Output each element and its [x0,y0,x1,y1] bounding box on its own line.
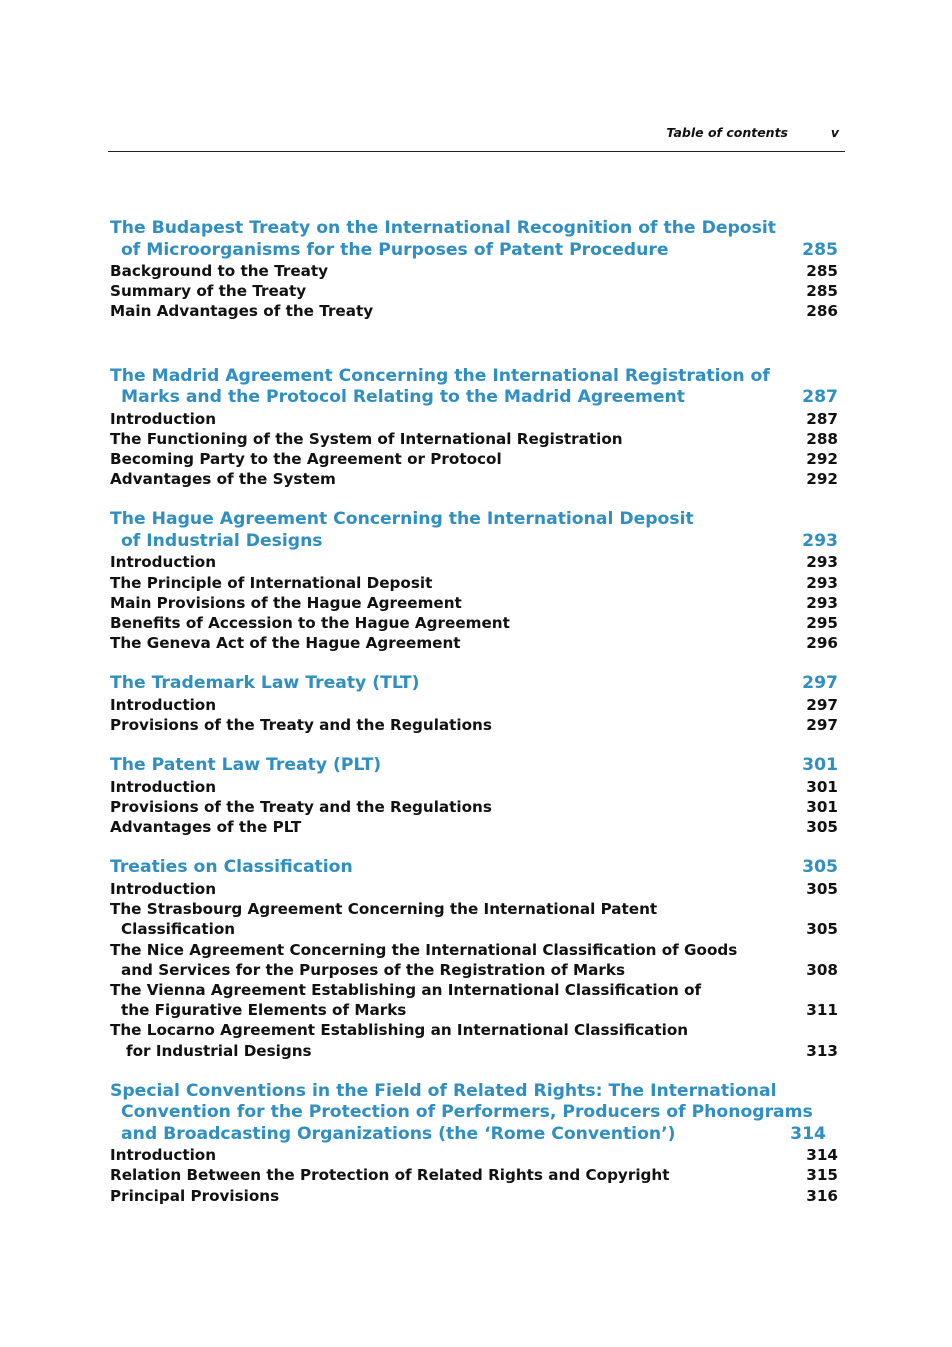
toc-entry-page: 301 [806,798,838,817]
toc-entry-page: 296 [806,634,838,653]
toc-entry[interactable] [110,899,840,939]
toc-entry-label: The Functioning of the System of International Registration [110,429,623,448]
table-of-contents [110,218,840,1206]
toc-entry[interactable] [110,777,840,797]
toc-section-plt [110,755,840,837]
section-title-line: The Budapest Treaty on the International Recognition of the Deposit [110,218,776,238]
toc-entry-page: 301 [806,777,838,796]
running-header [108,123,845,152]
toc-entry[interactable] [110,552,840,572]
toc-section-tlt [110,673,840,735]
toc-entry-page: 315 [806,1166,838,1185]
toc-entry[interactable] [110,940,840,980]
section-title[interactable] [110,755,840,777]
toc-entry[interactable] [110,409,840,429]
toc-entry-label: Background to the Treaty [110,262,329,280]
section-title[interactable] [110,218,840,261]
toc-entry-label: Provisions of the Treaty and the Regulations [110,716,492,735]
section-title-line: The Madrid Agreement Concerning the International Registration of [110,365,770,386]
toc-entry-label: Introduction [110,1146,217,1165]
toc-entry-label: The Principle of International Deposit [110,573,433,592]
toc-entry[interactable] [110,281,840,301]
section-title[interactable] [110,509,840,552]
toc-entry-page: 313 [806,1041,838,1060]
toc-entry[interactable] [110,593,840,613]
section-title-line: of Microorganisms for the Purposes of Patent Procedure [121,239,669,260]
toc-entry-page: 297 [806,716,838,735]
section-title-line: The Hague Agreement Concerning the International Deposit [110,509,694,530]
toc-entry-page: 293 [806,573,838,592]
section-page-number: 314 [790,1123,826,1144]
section-page-number: 301 [802,755,838,776]
section-title-line: Special Conventions in the Field of Related Rights: The International [110,1080,777,1101]
toc-entry-label: Introduction [110,553,217,572]
toc-entry-label: Classification [121,920,236,939]
toc-entry-page: 316 [806,1186,838,1205]
section-title[interactable] [110,857,840,879]
toc-entry-page: 305 [806,818,838,837]
toc-entry-label: Advantages of the PLT [110,818,302,837]
section-title-line: and Broadcasting Organizations (the ‘Rome Convention’) [121,1123,676,1144]
toc-entry[interactable] [110,261,840,281]
toc-section-madrid [110,366,840,490]
toc-entry[interactable] [110,469,840,489]
section-title-line: Convention for the Protection of Performers, Producers of Phonograms [121,1102,813,1123]
section-title[interactable] [110,366,840,409]
toc-entry-label: Advantages of the System [110,470,336,489]
toc-entry-label: for Industrial Designs [126,1041,312,1060]
toc-entry-page: 285 [806,262,838,280]
toc-entry-page: 311 [806,1001,838,1020]
toc-entry[interactable] [110,980,840,1020]
toc-entry-page: 293 [806,553,838,572]
toc-entry-label: Benefits of Accession to the Hague Agreement [110,614,510,633]
section-page-number: 293 [802,530,838,551]
toc-entry[interactable] [110,1145,840,1165]
toc-entry-label: Introduction [110,409,217,428]
toc-entry-page: 308 [806,960,838,979]
toc-entry-label: the Figurative Elements of Marks [121,1001,407,1020]
toc-entry[interactable] [110,695,840,715]
section-title-line: of Industrial Designs [121,530,323,551]
toc-entry[interactable] [110,817,840,837]
toc-entry-label: Main Provisions of the Hague Agreement [110,593,462,612]
toc-entry-page: 288 [806,429,838,448]
toc-entry[interactable] [110,613,840,633]
toc-entry-label: Introduction [110,777,217,796]
toc-entry-label: Provisions of the Treaty and the Regulations [110,798,492,817]
toc-entry-label: Relation Between the Protection of Related Rights and Copyright [110,1166,670,1185]
toc-section-hague [110,509,840,653]
toc-section-rome-convention [110,1081,840,1206]
toc-entry-page: 285 [806,282,838,301]
toc-entry-label: Introduction [110,879,217,898]
toc-entry-page: 287 [806,409,838,428]
toc-entry[interactable] [110,1186,840,1206]
toc-entry[interactable] [110,573,840,593]
toc-entry-label: The Strasbourg Agreement Concerning the International Patent [110,900,658,919]
toc-entry-label: Introduction [110,695,217,714]
running-header-page-number: v [830,125,839,140]
toc-entry-label: The Nice Agreement Concerning the International Classification of Goods [110,940,738,959]
toc-entry-page: 297 [806,695,838,714]
toc-entry-label: Principal Provisions [110,1186,280,1205]
section-page-number: 305 [802,857,838,878]
toc-entry-page: 305 [806,879,838,898]
toc-entry-page: 293 [806,593,838,612]
toc-entry-page: 305 [806,920,838,939]
toc-entry[interactable] [110,879,840,899]
section-page-number: 285 [802,239,838,260]
toc-entry-label: Becoming Party to the Agreement or Protocol [110,450,502,469]
section-title-line: The Trademark Law Treaty (TLT) [110,673,420,694]
running-header-title: Table of contents [666,125,788,140]
toc-entry-label: The Geneva Act of the Hague Agreement [110,634,461,653]
toc-entry-page: 314 [806,1146,838,1165]
toc-entry[interactable] [110,1020,840,1060]
toc-entry-label: and Services for the Purposes of the Registration of Marks [121,960,625,979]
section-page-number: 287 [802,387,838,408]
toc-entry[interactable] [110,449,840,469]
toc-entry[interactable] [110,1165,840,1185]
toc-entry-label: The Vienna Agreement Establishing an International Classification of [110,980,702,999]
toc-entry[interactable] [110,797,840,817]
section-page-number: 297 [802,673,838,694]
toc-entry-page: 295 [806,614,838,633]
toc-entry-label: Summary of the Treaty [110,282,307,301]
toc-entry[interactable] [110,429,840,449]
toc-entry-page: 292 [806,470,838,489]
section-title[interactable] [110,1081,840,1146]
toc-entry-label: Main Advantages of the Treaty [110,302,374,321]
toc-section-classification [110,857,840,1060]
section-title-line: Marks and the Protocol Relating to the Madrid Agreement [121,387,685,408]
toc-section-budapest [110,218,840,322]
section-title-line: Treaties on Classification [110,857,353,878]
toc-entry-page: 292 [806,450,838,469]
toc-entry-page: 286 [806,302,838,321]
section-title-line: The Patent Law Treaty (PLT) [110,755,382,776]
toc-entry[interactable] [110,301,840,321]
section-title[interactable] [110,673,840,695]
toc-entry-label: The Locarno Agreement Establishing an International Classification [110,1021,689,1040]
toc-entry[interactable] [110,715,840,735]
toc-entry[interactable] [110,633,840,653]
